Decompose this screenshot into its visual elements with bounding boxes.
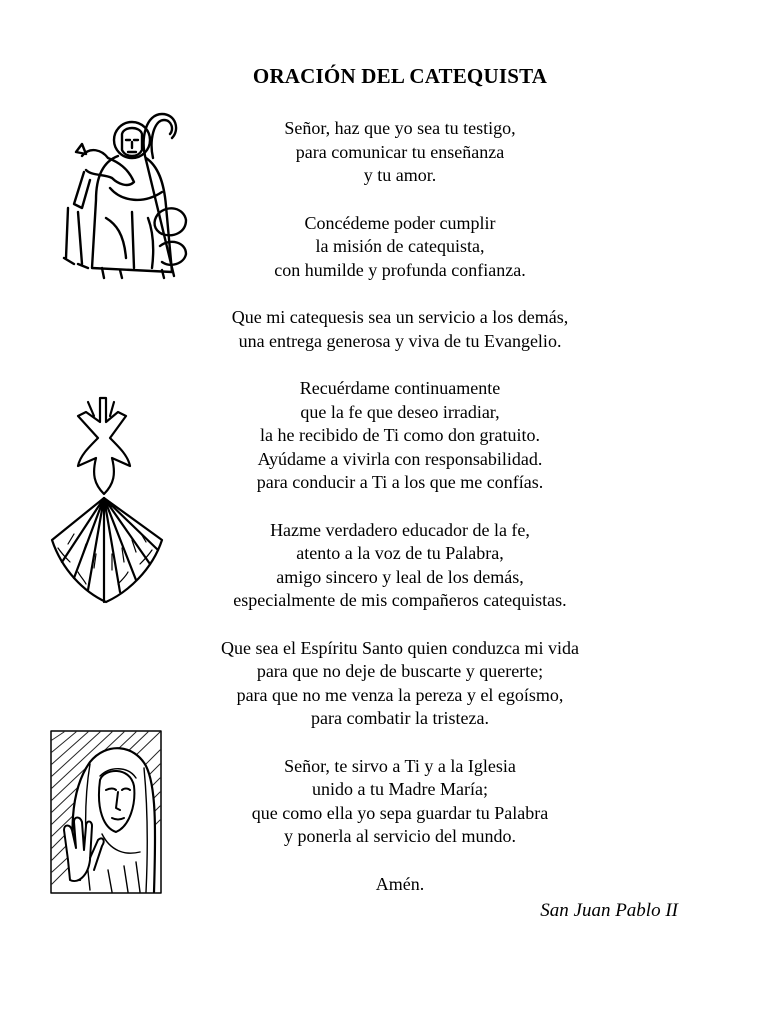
stanza — [0, 873, 768, 897]
prayer-line: Que mi catequesis sea un servicio a los demás, — [231, 307, 569, 327]
prayer-line: amigo sincero y leal de los demás, — [276, 566, 524, 587]
prayer-line: para conducir a Ti a los que me confías. — [256, 472, 544, 492]
prayer-line: y ponerla al servicio del mundo. — [284, 826, 516, 846]
prayer-line: una entrega generosa y viva de tu Evangelio. — [238, 330, 562, 351]
prayer-line: unido a tu Madre María; — [312, 779, 488, 799]
prayer-line: atento a la voz de tu Palabra, — [296, 543, 504, 563]
prayer-line: y tu amor. — [363, 165, 437, 185]
stanza — [0, 306, 768, 353]
prayer-line: Ayúdame a vivirla con responsabilidad. — [257, 448, 543, 469]
prayer-line: la misión de catequista, — [315, 236, 485, 256]
prayer-line: Hazme verdadero educador de la fe, — [270, 519, 530, 540]
prayer-line: especialmente de mis compañeros catequistas. — [233, 590, 567, 610]
prayer-body — [0, 117, 768, 920]
stanza — [0, 377, 768, 495]
prayer-line: Recuérdame continuamente — [299, 378, 501, 398]
signature: San Juan Pablo II — [540, 900, 678, 921]
prayer-line: Amén. — [375, 873, 425, 894]
prayer-line: para que no me venza la pereza y el egoísmo, — [236, 684, 564, 705]
prayer-line: con humilde y profunda confianza. — [274, 259, 526, 280]
prayer-line: Que sea el Espíritu Santo quien conduzca mi vida — [221, 637, 579, 658]
prayer-line: para que no deje de buscarte y quererte; — [256, 661, 544, 681]
page-title: ORACIÓN DEL CATEQUISTA — [252, 64, 548, 88]
prayer-line: para combatir la tristeza. — [311, 708, 489, 728]
stanza — [0, 637, 768, 731]
prayer-line: que la fe que deseo irradiar, — [300, 401, 500, 422]
stanza — [0, 117, 768, 188]
prayer-line: Señor, te sirvo a Ti y a la Iglesia — [284, 755, 516, 776]
stanza — [0, 212, 768, 283]
stanza — [0, 519, 768, 613]
prayer-line: Señor, haz que yo sea tu testigo, — [284, 118, 516, 138]
prayer-line: la he recibido de Ti como don gratuito. — [260, 425, 540, 445]
prayer-line: que como ella yo sepa guardar tu Palabra — [251, 802, 549, 823]
prayer-line: para comunicar tu enseñanza — [295, 141, 505, 162]
stanza — [0, 755, 768, 849]
prayer-line: Concédeme poder cumplir — [304, 212, 496, 233]
